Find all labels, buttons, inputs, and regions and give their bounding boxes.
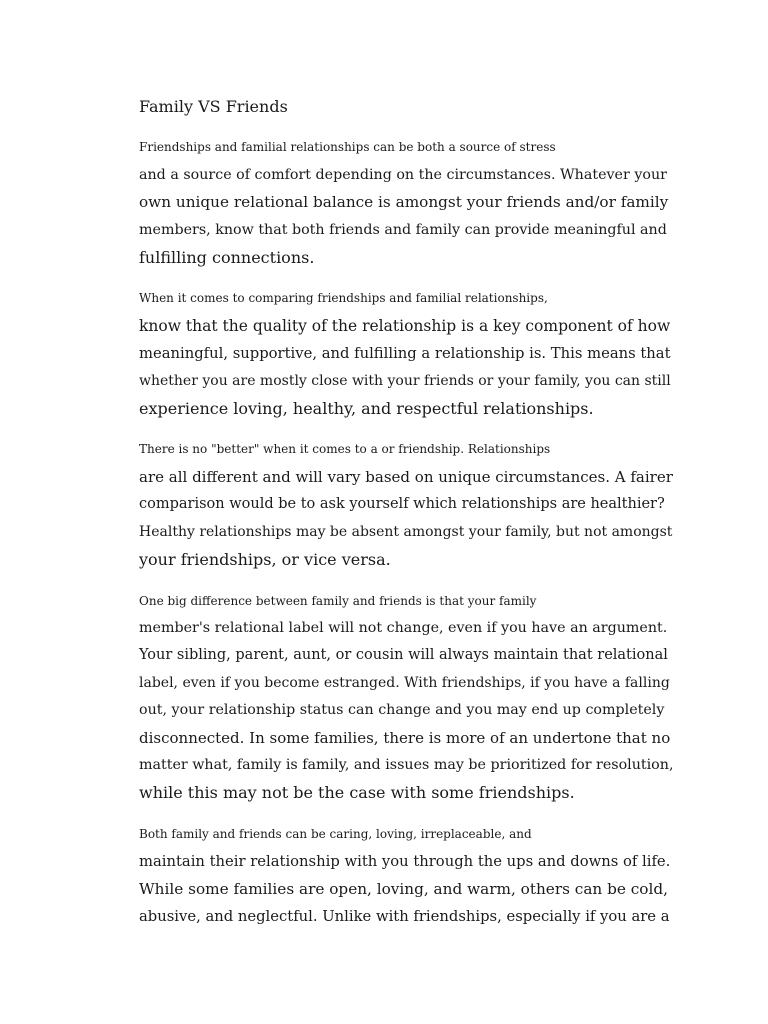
paragraph-line: know that the quality of the relationship is a key component of how bbox=[139, 316, 671, 335]
paragraph-line: disconnected. In some families, there is more of an undertone that no bbox=[139, 728, 671, 747]
paragraph-line: Your sibling, parent, aunt, or cousin will always maintain that relational bbox=[139, 647, 668, 664]
paragraph-line: There is no "better" when it comes to a or friendship. Relationships bbox=[139, 442, 551, 457]
paragraph-line: meaningful, supportive, and fulfilling a relationship is. This means that bbox=[139, 345, 671, 363]
paragraph-line: While some families are open, loving, and warm, others can be cold, bbox=[139, 879, 668, 898]
paragraph-intro bbox=[93, 134, 673, 271]
document-title: Family VS Friends bbox=[139, 97, 288, 116]
paragraph-line: Both family and friends can be caring, loving, irreplaceable, and bbox=[139, 826, 532, 841]
paragraph-line: label, even if you become estranged. With friendships, if you have a falling bbox=[139, 674, 670, 691]
paragraph-comparing bbox=[93, 285, 673, 422]
paragraph-line: fulfilling connections. bbox=[139, 248, 315, 268]
paragraph-line: your friendships, or vice versa. bbox=[139, 550, 391, 570]
document-body bbox=[93, 93, 673, 930]
paragraph-line: abusive, and neglectful. Unlike with friendships, especially if you are a bbox=[139, 907, 670, 925]
paragraph-line: Friendships and familial relationships can be both a source of stress bbox=[139, 140, 556, 155]
paragraph-both bbox=[93, 821, 673, 931]
paragraph-line: and a source of comfort depending on the circumstances. Whatever your bbox=[139, 166, 667, 183]
paragraph-line: maintain their relationship with you through the ups and downs of life. bbox=[139, 853, 671, 871]
paragraph-line: members, know that both friends and family can provide meaningful and bbox=[139, 221, 667, 238]
paragraph-big-difference bbox=[93, 588, 673, 807]
paragraph-line: while this may not be the case with some friendships. bbox=[139, 783, 575, 803]
paragraph-line: Healthy relationships may be absent amongst your family, but not amongst bbox=[139, 523, 673, 540]
paragraph-line: When it comes to comparing friendships and familial relationships, bbox=[139, 291, 548, 306]
paragraph-line: are all different and will vary based on unique circumstances. A fairer bbox=[139, 467, 673, 486]
paragraph-line: comparison would be to ask yourself which relationships are healthier? bbox=[139, 496, 665, 513]
paragraph-line: matter what, family is family, and issues may be prioritized for resolution, bbox=[139, 756, 674, 773]
paragraph-no-better bbox=[93, 436, 673, 573]
paragraph-line: out, your relationship status can change and you may end up completely bbox=[139, 702, 665, 719]
paragraph-line: member's relational label will not change, even if you have an argument. bbox=[139, 619, 668, 636]
paragraph-line: own unique relational balance is amongst your friends and/or family bbox=[139, 193, 669, 212]
paragraph-line: whether you are mostly close with your friends or your family, you can still bbox=[139, 372, 671, 389]
paragraph-line: One big difference between family and friends is that your family bbox=[139, 593, 537, 608]
paragraph-line: experience loving, healthy, and respectful relationships. bbox=[139, 399, 594, 419]
